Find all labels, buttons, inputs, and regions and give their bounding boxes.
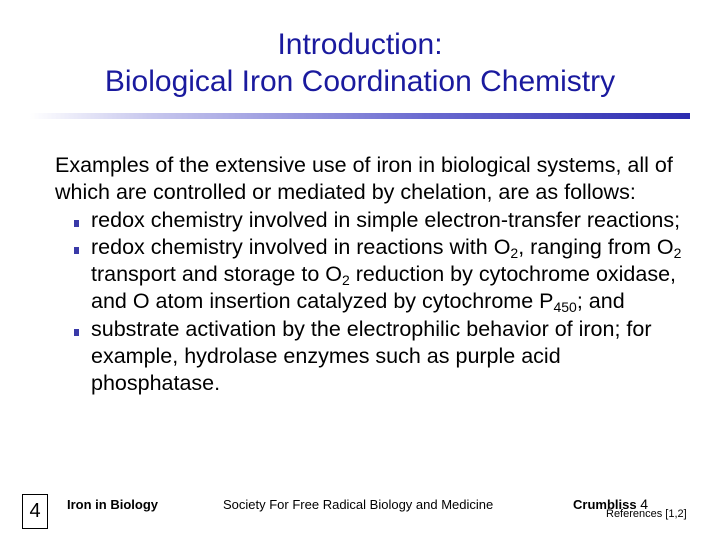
bullet-text-2 [91,235,681,314]
bullet-text-3: substrate activation by the electrophilic behavior of iron; for example, hydrolase enzymes such as purple acid phosphatase. [91,316,652,396]
footer-left-text: Iron in Biology [67,497,158,512]
square-bullet-icon [74,247,79,254]
intro-paragraph: Examples of the extensive use of iron in biological systems, all of which are controlled or mediated by chelation, are as follows: [55,153,673,205]
bullet-2-part-1: redox chemistry involved in reactions with O [91,234,511,259]
bullet-text-1: redox chemistry involved in simple electron-transfer reactions; [91,207,681,232]
slide-title [0,26,720,100]
bullet-list [55,207,695,398]
title-divider [30,113,690,119]
square-bullet-icon [74,329,79,336]
bullet-item-3 [91,316,695,398]
subscript-1: 2 [510,244,519,261]
footer-references: References [1,2] [606,508,687,520]
bullet-2-part-2: , ranging from O [518,234,674,259]
page-number-box: 4 [22,494,48,529]
bullet-item-2 [91,234,695,316]
slide-body [55,152,695,398]
square-bullet-icon [74,220,79,227]
subscript-3: 2 [341,272,350,289]
subscript-4: 450 [553,299,577,316]
bullet-2-part-5: ; and [576,289,625,314]
footer-center-text: Society For Free Radical Biology and Medicine [223,497,494,512]
footer-author-name: Crumbliss [573,497,637,512]
bullet-2-part-3: transport and storage to O [91,262,342,287]
footer-author-number: 4 [640,496,648,512]
title-line-2: Biological Iron Coordination Chemistry [104,65,616,98]
title-line-1: Introduction: [277,28,443,61]
bullet-item-1 [91,207,695,234]
subscript-2: 2 [673,244,682,261]
bullet-2-part-4: reduction by cytochrome oxidase, and O atom insertion catalyzed by cytochrome P [91,262,677,314]
